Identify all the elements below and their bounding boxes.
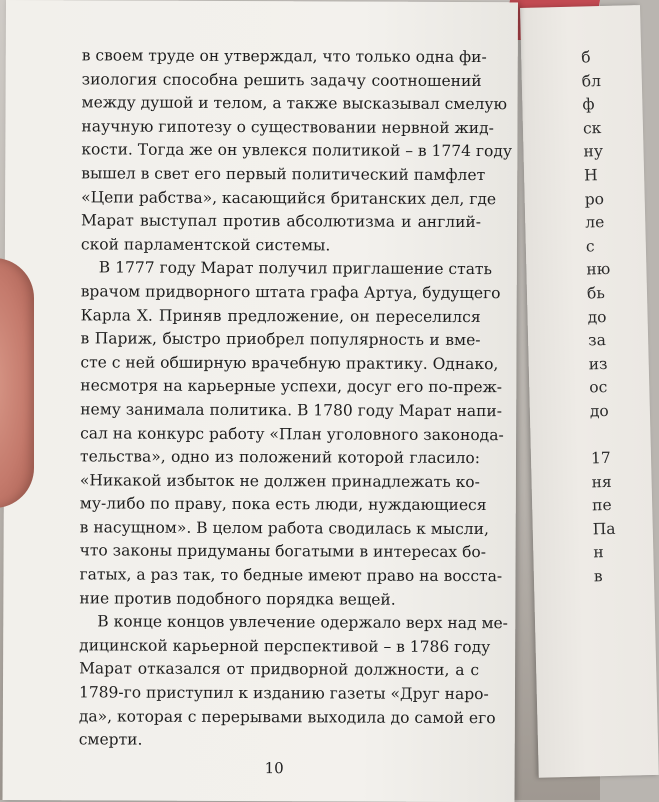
next-page-text-fragments [581,46,618,589]
fragment: пе [591,496,612,515]
text-line: Марат выступал против абсолютизма и англий- [80,211,482,232]
text-line: «Цепи рабства», касающийся британских дел, где [81,187,497,208]
text-line: да», которая с перерывами выходила до самой его [78,706,496,727]
text-line: врачом придворного штата графа Артуа, будущего [80,282,501,303]
text-line: научную гипотезу о существовании нервной жид- [81,117,494,137]
text-line: что законы придуманы богатыми в интересах бо- [79,541,487,562]
text-line: в Париж, быстро приобрел популярность и вме- [80,329,481,350]
fragment: бл [581,71,602,91]
text-line: смерти. [78,730,143,749]
text-line: дицинской карьерной перспективой – в 1786 году [79,636,491,656]
text-line: в своем труде он утверждал, что только одна фи- [81,46,487,67]
text-line: между душой и телом, а также высказывал смелую [81,93,508,114]
fragment: н [593,543,604,562]
fragment: ск [582,118,602,138]
text-line: Карла X. Приняв предложение, он переселился [80,305,481,326]
fragment: ню [586,260,611,279]
text-line: в насущном». В целом работа сводилась к мысли, [79,518,489,538]
fragment: бь [586,283,605,303]
text-line: сал на конкурс работу «План уголовного законода- [80,423,504,444]
fragment: из [588,354,608,374]
text-line: В конце концов увлечение одержало верх над ме- [97,612,508,633]
paragraph-2 [79,257,504,613]
fragment: ну [583,142,604,161]
fragment [590,423,614,447]
text-line: вышел в свет его первый политический памфлет [81,164,486,185]
text-line: сте с ней обширную врачебную практику. Однако, [80,353,499,373]
text-line: «Никакой избыток не должен принадлежать ко- [79,471,480,491]
page-body-text [78,44,513,754]
fragment: 17 [590,449,611,468]
text-line: гатых, а раз так, то бедные имеют право на восста- [79,565,503,586]
fragment: за [587,331,607,350]
fragment: ня [591,472,612,492]
text-line: тельства», одно из положений которой гласило: [79,447,481,468]
fragment: Па [592,519,616,539]
text-line: му-либо по праву, пока есть люди, нуждающиеся [79,494,487,515]
fragment: с [585,237,595,256]
text-line: ние против подобного порядка вещей. [79,588,396,609]
paragraph-1 [80,44,513,258]
text-line: 1789-го приступил к изданию газеты «Друг наро- [78,683,489,704]
fragment: ф [582,95,595,114]
paragraph-3 [78,611,508,754]
page-number: 10 [264,759,284,778]
fragment: ле [585,213,605,232]
text-line: кости. Тогда же он увлекся политикой – в 1774 году [81,140,513,161]
book-page [3,0,518,802]
fragment: ос [589,378,608,397]
text-line: несмотря на карьерные успехи, досуг его по-преж- [80,376,503,397]
fragment: б [581,48,591,67]
holding-finger [0,258,34,508]
fragment: в [593,567,603,586]
fragment: ро [584,189,605,209]
fragment: до [587,307,607,326]
text-line: нему занимала политика. В 1780 году Марат напи- [80,400,503,421]
fragment: до [589,401,609,421]
fragment: Н [583,166,598,185]
text-line: В 1777 году Марат получил приглашение стать [98,258,493,279]
text-line: Марат отказался от придворной должности, а с [79,659,480,680]
text-line: зиология способна решить задачу соотношений [81,69,482,90]
text-line: ской парламентской системы. [80,235,331,255]
next-book-page [520,5,659,778]
